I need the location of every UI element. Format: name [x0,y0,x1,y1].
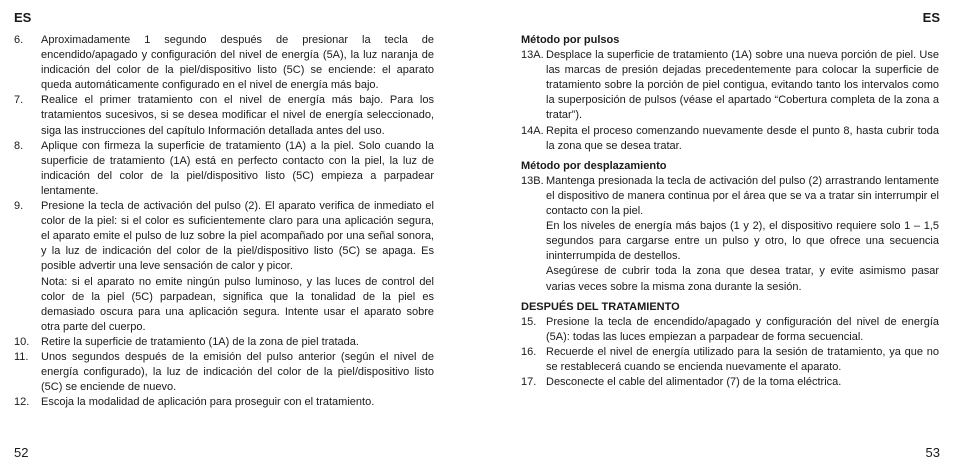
list-item [14,33,434,93]
list-item [521,345,939,375]
item-number: 9. [14,200,24,213]
item-text: Desplace la superficie de tratamiento (1A) sobre una nueva porción de piel. Use las marcas de presión dejadas precedentemente para colocar la superficie de tratamiento sobre la porción de piel contigua, evitando tanto los intervalos como la superposición de pulsos (véase el apartado “Cobertura completa de la zona a tratar”). [546,49,939,122]
item-text: Repita el proceso comenzando nuevamente desde el punto 8, hasta cubrir toda la zona que se desea tratar. [546,124,939,152]
item-number: 11. [14,350,29,363]
item-number: 12. [14,396,30,409]
right-content [521,33,939,390]
item-text: Presione la tecla de encendido/apagado y configuración del nivel de energía (5A): todas las luces empiezan a parpadear de forma secuencial. [546,315,939,343]
item-number: 17. [521,376,537,389]
right-page [477,0,954,470]
item-text: Aplique con firmeza la superficie de tratamiento (1A) a la piel. Solo cuando la superficie de tratamiento (1A) está en perfecto contacto con la piel, la luz de indicación del color de la piel/dispositivo listo (5C) empieza a parpadear lentamente. [41,139,434,197]
item-paragraph: En los niveles de energía más bajos (1 y 2), el dispositivo requiere solo 1 – 1,5 segundos para cargarse entre un pulso y otro, lo que ofrece una secuencia ininterrumpida de destellos. [546,220,939,263]
list-item [14,350,434,395]
item-text: Unos segundos después de la emisión del pulso anterior (según el nivel de energía configurado), la luz de indicación del color de la piel/dispositivo listo (5C) se enciende de nuevo. [41,350,434,394]
page-number: 53 [925,445,940,460]
list-item [521,174,939,295]
section-heading: DESPUÉS DEL TRATAMIENTO [521,300,680,313]
item-text: Recuerde el nivel de energía utilizado para la sesión de tratamiento, ya que no se restablecerá cuando se encienda nuevamente el aparato. [546,345,939,373]
section-heading: Método por pulsos [521,34,620,46]
item-text: Realice el primer tratamiento con el nivel de energía más bajo. Para los tratamientos sucesivos, si se desea modificar el nivel de energía seleccionado, siga las instrucciones del capítulo Información detallada antes del uso. [41,94,434,137]
item-body [41,199,434,335]
item-number: 8. [14,139,24,152]
list-item [14,139,434,199]
list-item [521,124,939,154]
language-label: ES [14,10,32,25]
language-label: ES [922,10,940,25]
item-note: Nota: si el aparato no emite ningún pulso luminoso, y las luces de control del color de la piel (5C) parpadean, significa que la tonalidad de la piel es demasiado oscura para una aplicación segura. Intente usar el aparato sobre otra parte del cuerpo. [41,275,434,333]
item-text: Retire la superficie de tratamiento (1A) de la zona de piel tratada. [41,335,359,348]
section-heading: Método por desplazamiento [521,159,667,172]
item-text: Desconecte el cable del alimentador (7) de la toma eléctrica. [546,376,842,389]
list-item [521,315,939,345]
list-item [14,199,434,335]
item-body [546,174,939,295]
list-item [521,48,939,123]
item-number: 10. [14,335,30,348]
item-number: 15. [521,315,537,328]
list-item [14,93,434,138]
list-item [521,375,939,390]
list-item [14,335,434,350]
item-number: 16. [521,345,537,358]
item-text: Mantenga presionada la tecla de activación del pulso (2) arrastrando lentamente el dispositivo de manera continua por el área que se va a tratar sin interrumpir el contacto con la piel. [546,174,939,218]
item-text: Presione la tecla de activación del pulso (2). El aparato verifica de inmediato el color de la piel: si el color es suficientemente claro para una aplicación segura, el aparato emite el pulso de luz sobre la piel acompañado por una señal sonora, y la luz de indicación del color de la piel/dispositivo listo (5C) se apaga. Es posible advertir una leve sensación de calor y picor. [41,200,434,273]
item-text: Aproximadamente 1 segundo después de presionar la tecla de encendido/apagado y configuración del nivel de energía (5A), la luz naranja de indicación del color de la piel/dispositivo listo (5C) se enciende: el aparato queda automáticamente configurado en el nivel de energía más bajo. [41,34,434,92]
item-number: 7. [14,94,24,107]
item-number: 14A. [521,124,544,137]
item-number: 13B. [521,174,544,187]
left-content [14,33,434,410]
list-item [14,395,434,410]
page-number: 52 [14,445,29,460]
item-number: 13A. [521,49,544,62]
item-number: 6. [14,34,24,46]
item-paragraph: Asegúrese de cubrir toda la zona que desea tratar, y evite asimismo pasar varias veces sobre la misma zona durante la sesión. [546,265,939,293]
item-text: Escoja la modalidad de aplicación para proseguir con el tratamiento. [41,396,375,409]
